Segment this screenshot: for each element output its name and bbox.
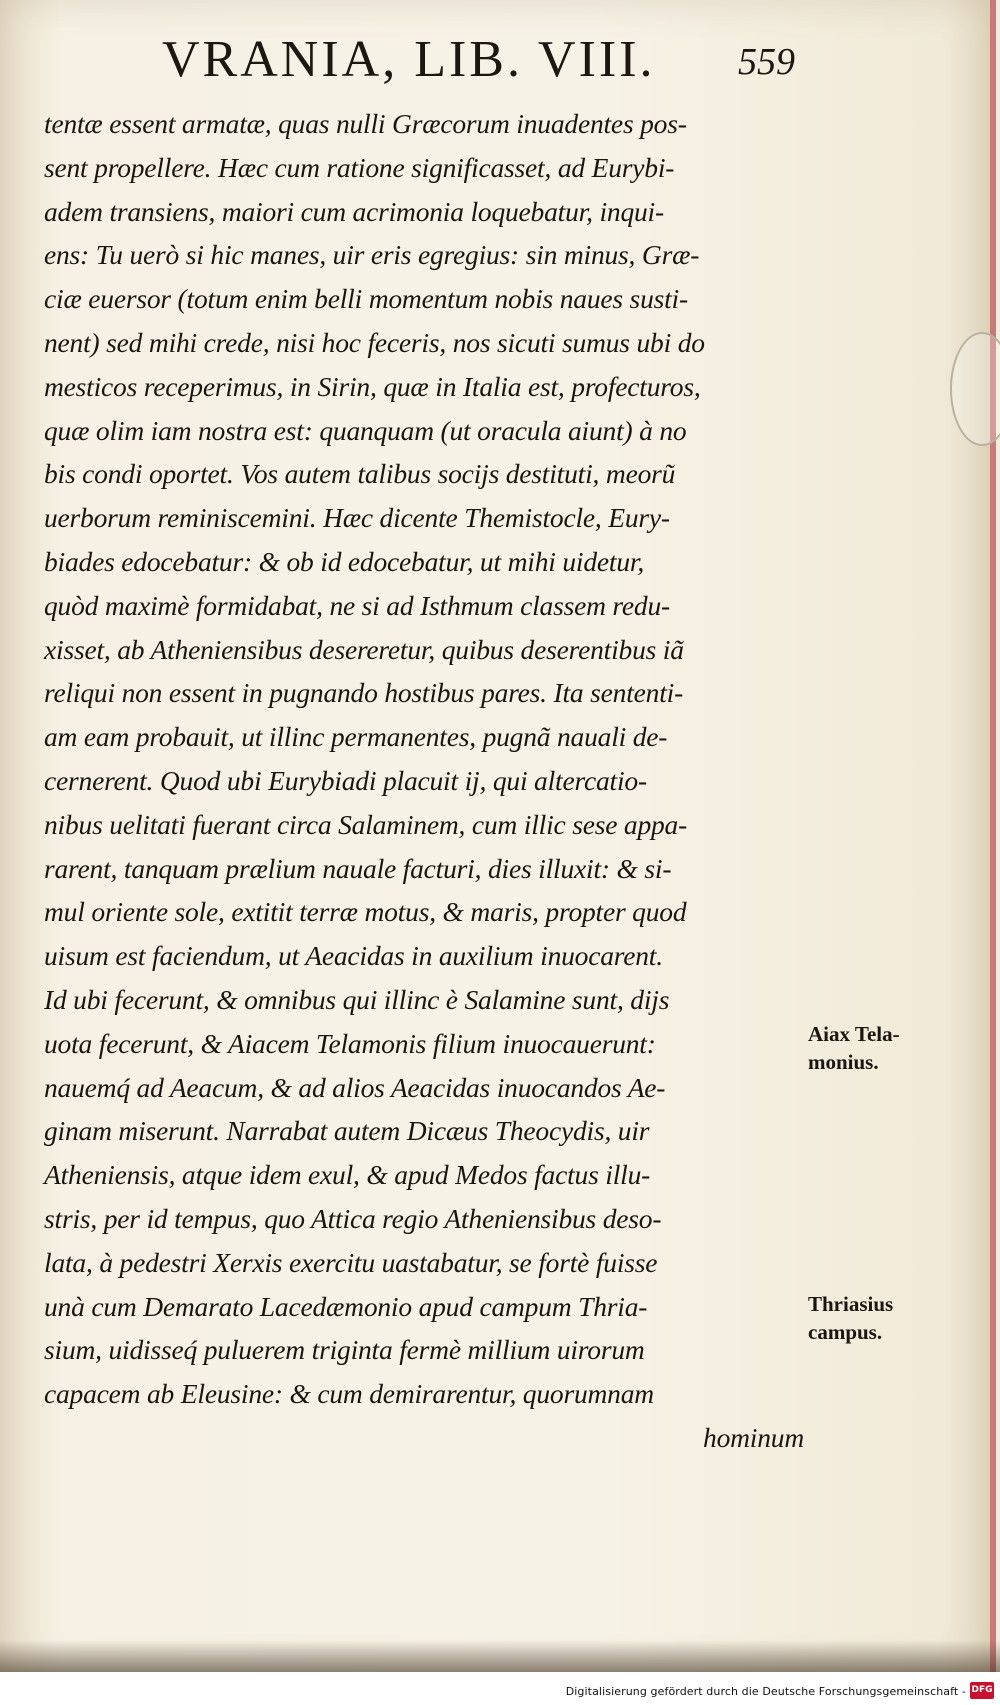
text-line: stris, per id tempus, quo Attica regio Atheniensibus deso- — [44, 1202, 662, 1234]
text-line: nauemq́ ad Aeacum, & ad alios Aeacidas inuocandos Ae- — [44, 1071, 666, 1103]
text-line: ciæ euersor (totum enim belli momentum nobis naues susti- — [44, 283, 688, 315]
text-line: quòd maximè formidabat, ne si ad Isthmum classem redu- — [44, 589, 670, 621]
page-clip-mark — [950, 332, 1000, 446]
running-head: VRANIA, LIB. VIII. — [162, 31, 656, 88]
body-text — [44, 102, 804, 1460]
text-line: nibus uelitati fuerant circa Salaminem, cum illic sese appa- — [44, 808, 688, 840]
text-line: uerborum reminiscemini. Hæc dicente Themistocle, Eury- — [44, 502, 670, 534]
marginal-note-line: campus. — [808, 1320, 883, 1344]
page-header — [0, 30, 1000, 100]
marginal-note-thriasius — [808, 1290, 988, 1346]
text-line: lata, à pedestri Xerxis exercitu uastabatur, se fortè fuisse — [44, 1246, 658, 1278]
marginal-note-line: Thriasius — [808, 1292, 894, 1316]
text-line: mesticos receperimus, in Sirin, quæ in Italia est, profecturos, — [44, 370, 701, 402]
digitization-credit: Digitalisierung gefördert durch die Deutsche Forschungsgemeinschaft - — [565, 1685, 966, 1698]
text-line: adem transiens, maiori cum acrimonia loquebatur, inqui- — [44, 195, 664, 227]
text-line: Id ubi fecerunt, & omnibus qui illinc è Salamine sunt, dijs — [44, 983, 670, 1015]
text-line: sium, uidisseq́ puluerem triginta fermè millium uirorum — [44, 1334, 645, 1366]
marginal-note-line: monius. — [808, 1050, 879, 1074]
text-line: ens: Tu uerò si hic manes, uir eris egregius: sin minus, Græ- — [44, 239, 700, 271]
text-line: uota fecerunt, & Aiacem Telamonis filium inuocauerunt: — [44, 1027, 656, 1059]
text-line: cernerent. Quod ubi Eurybiadi placuit ij, qui altercatio- — [44, 764, 647, 796]
page-bottom-shadow — [0, 1640, 1000, 1672]
text-line: biades edocebatur: & ob id edocebatur, ut mihi uidetur, — [44, 545, 645, 577]
text-line: am eam probauit, ut illinc permanentes, pugnã nauali de- — [44, 721, 668, 753]
text-line: rarent, tanquam prælium nauale facturi, dies illuxit: & si- — [44, 852, 672, 884]
text-line: mul oriente sole, extitit terræ motus, & maris, propter quod — [44, 896, 687, 928]
text-line: sent propellere. Hæc cum ratione significasset, ad Eurybi- — [44, 151, 675, 183]
marginal-note-aiax — [808, 1020, 988, 1076]
marginal-note-line: Aiax Tela- — [808, 1022, 900, 1046]
text-line: bis condi oportet. Vos autem talibus socijs destituti, meorũ — [44, 458, 676, 490]
text-line: reliqui non essent in pugnando hostibus pares. Ita sententi- — [44, 677, 684, 709]
text-line: nent) sed mihi crede, nisi hoc feceris, nos sicuti sumus ubi do — [44, 326, 705, 358]
text-line: ginam miserunt. Narrabat autem Dicæus Theocydis, uir — [44, 1115, 650, 1147]
text-line: quæ olim iam nostra est: quanquam (ut oracula aiunt) à no — [44, 414, 687, 446]
text-line: Atheniensis, atque idem exul, & apud Medos factus illu- — [44, 1159, 651, 1191]
catchword: hominum — [703, 1421, 804, 1453]
dfg-logo: DFG — [970, 1682, 994, 1699]
text-line: unà cum Demarato Lacedæmonio apud campum Thria- — [44, 1290, 648, 1322]
text-line: tentæ essent armatæ, quas nulli Græcorum inuadentes pos- — [44, 108, 687, 139]
text-line: capacem ab Eleusine: & cum demirarentur, quorumnam — [44, 1378, 654, 1410]
text-line: uisum est faciendum, ut Aeacidas in auxilium inuocarent. — [44, 940, 663, 972]
text-line: xisset, ab Atheniensibus desereretur, quibus deserentibus iã — [44, 633, 684, 665]
folio-number: 559 — [738, 41, 795, 83]
